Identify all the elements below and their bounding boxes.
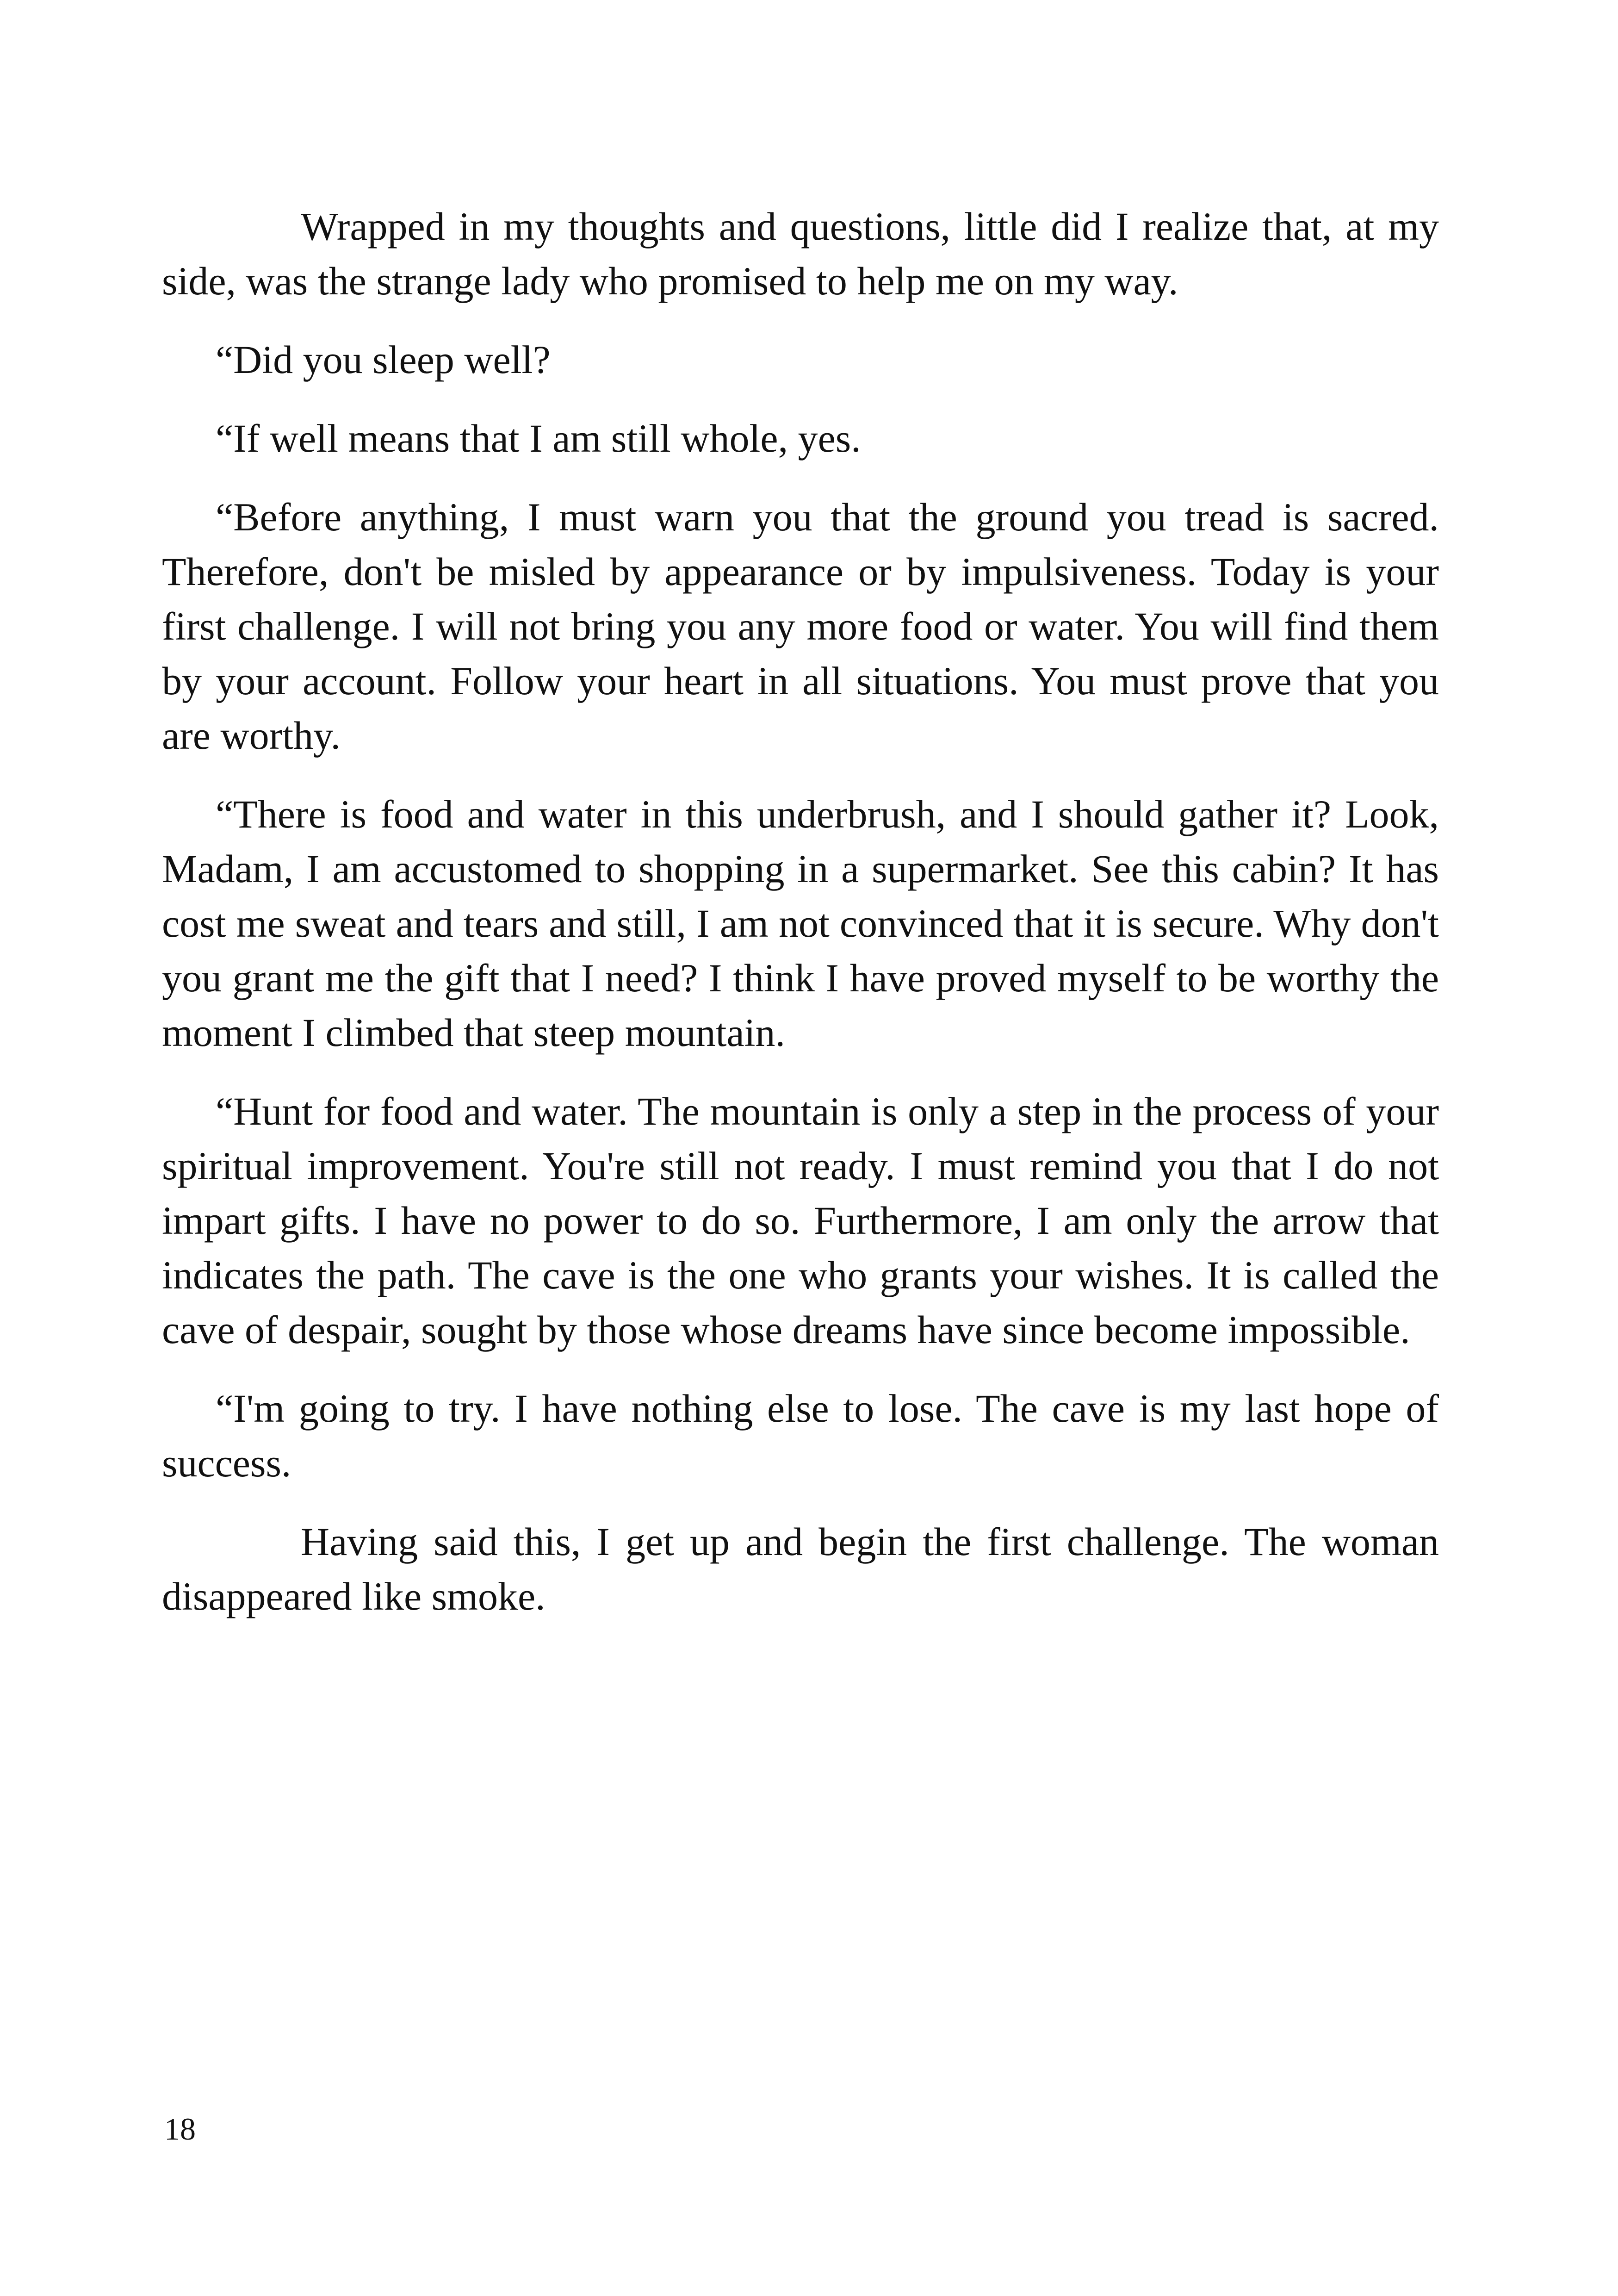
paragraph-dialogue-warning: “Before anything, I must warn you that the ground you tread is sacred. Therefore, don't be misled by appearance or by impulsiveness. Today is your first challenge. I will not bring you any more food or water. You will find them by your account. Follow your heart in all situations. You must prove that you are worthy. <box>162 495 1439 758</box>
paragraph-closing-narration: Having said this, I get up and begin the first challenge. The woman disappeared like smoke. <box>162 1519 1439 1618</box>
body-text <box>162 199 1439 1648</box>
paragraph-dialogue-complaint: “There is food and water in this underbrush, and I should gather it? Look, Madam, I am accustomed to shopping in a supermarket. See this cabin? It has cost me sweat and tears and still, I am not convinced that it is secure. Why don't you grant me the gift that I need? I think I have proved myself to be worthy the moment I climbed that steep mountain. <box>162 792 1439 1055</box>
page-number: 18 <box>164 2111 196 2147</box>
paragraph-dialogue-resolve: “I'm going to try. I have nothing else to lose. The cave is my last hope of success. <box>162 1386 1439 1485</box>
paragraph-dialogue-question: “Did you sleep well? <box>216 337 551 382</box>
paragraph-dialogue-reply: “If well means that I am still whole, yes. <box>216 416 861 460</box>
paragraph-opening-narration: Wrapped in my thoughts and questions, little did I realize that, at my side, was the strange lady who promised to help me on my way. <box>162 204 1439 303</box>
paragraph-dialogue-instruction: “Hunt for food and water. The mountain is only a step in the process of your spiritual improvement. You're still not ready. I must remind you that I do not impart gifts. I have no power to do so. Furthermore, I am only the arrow that indicates the path. The cave is the one who grants your wishes. It is called the cave of despair, sought by those whose dreams have since become impossible. <box>162 1089 1439 1352</box>
